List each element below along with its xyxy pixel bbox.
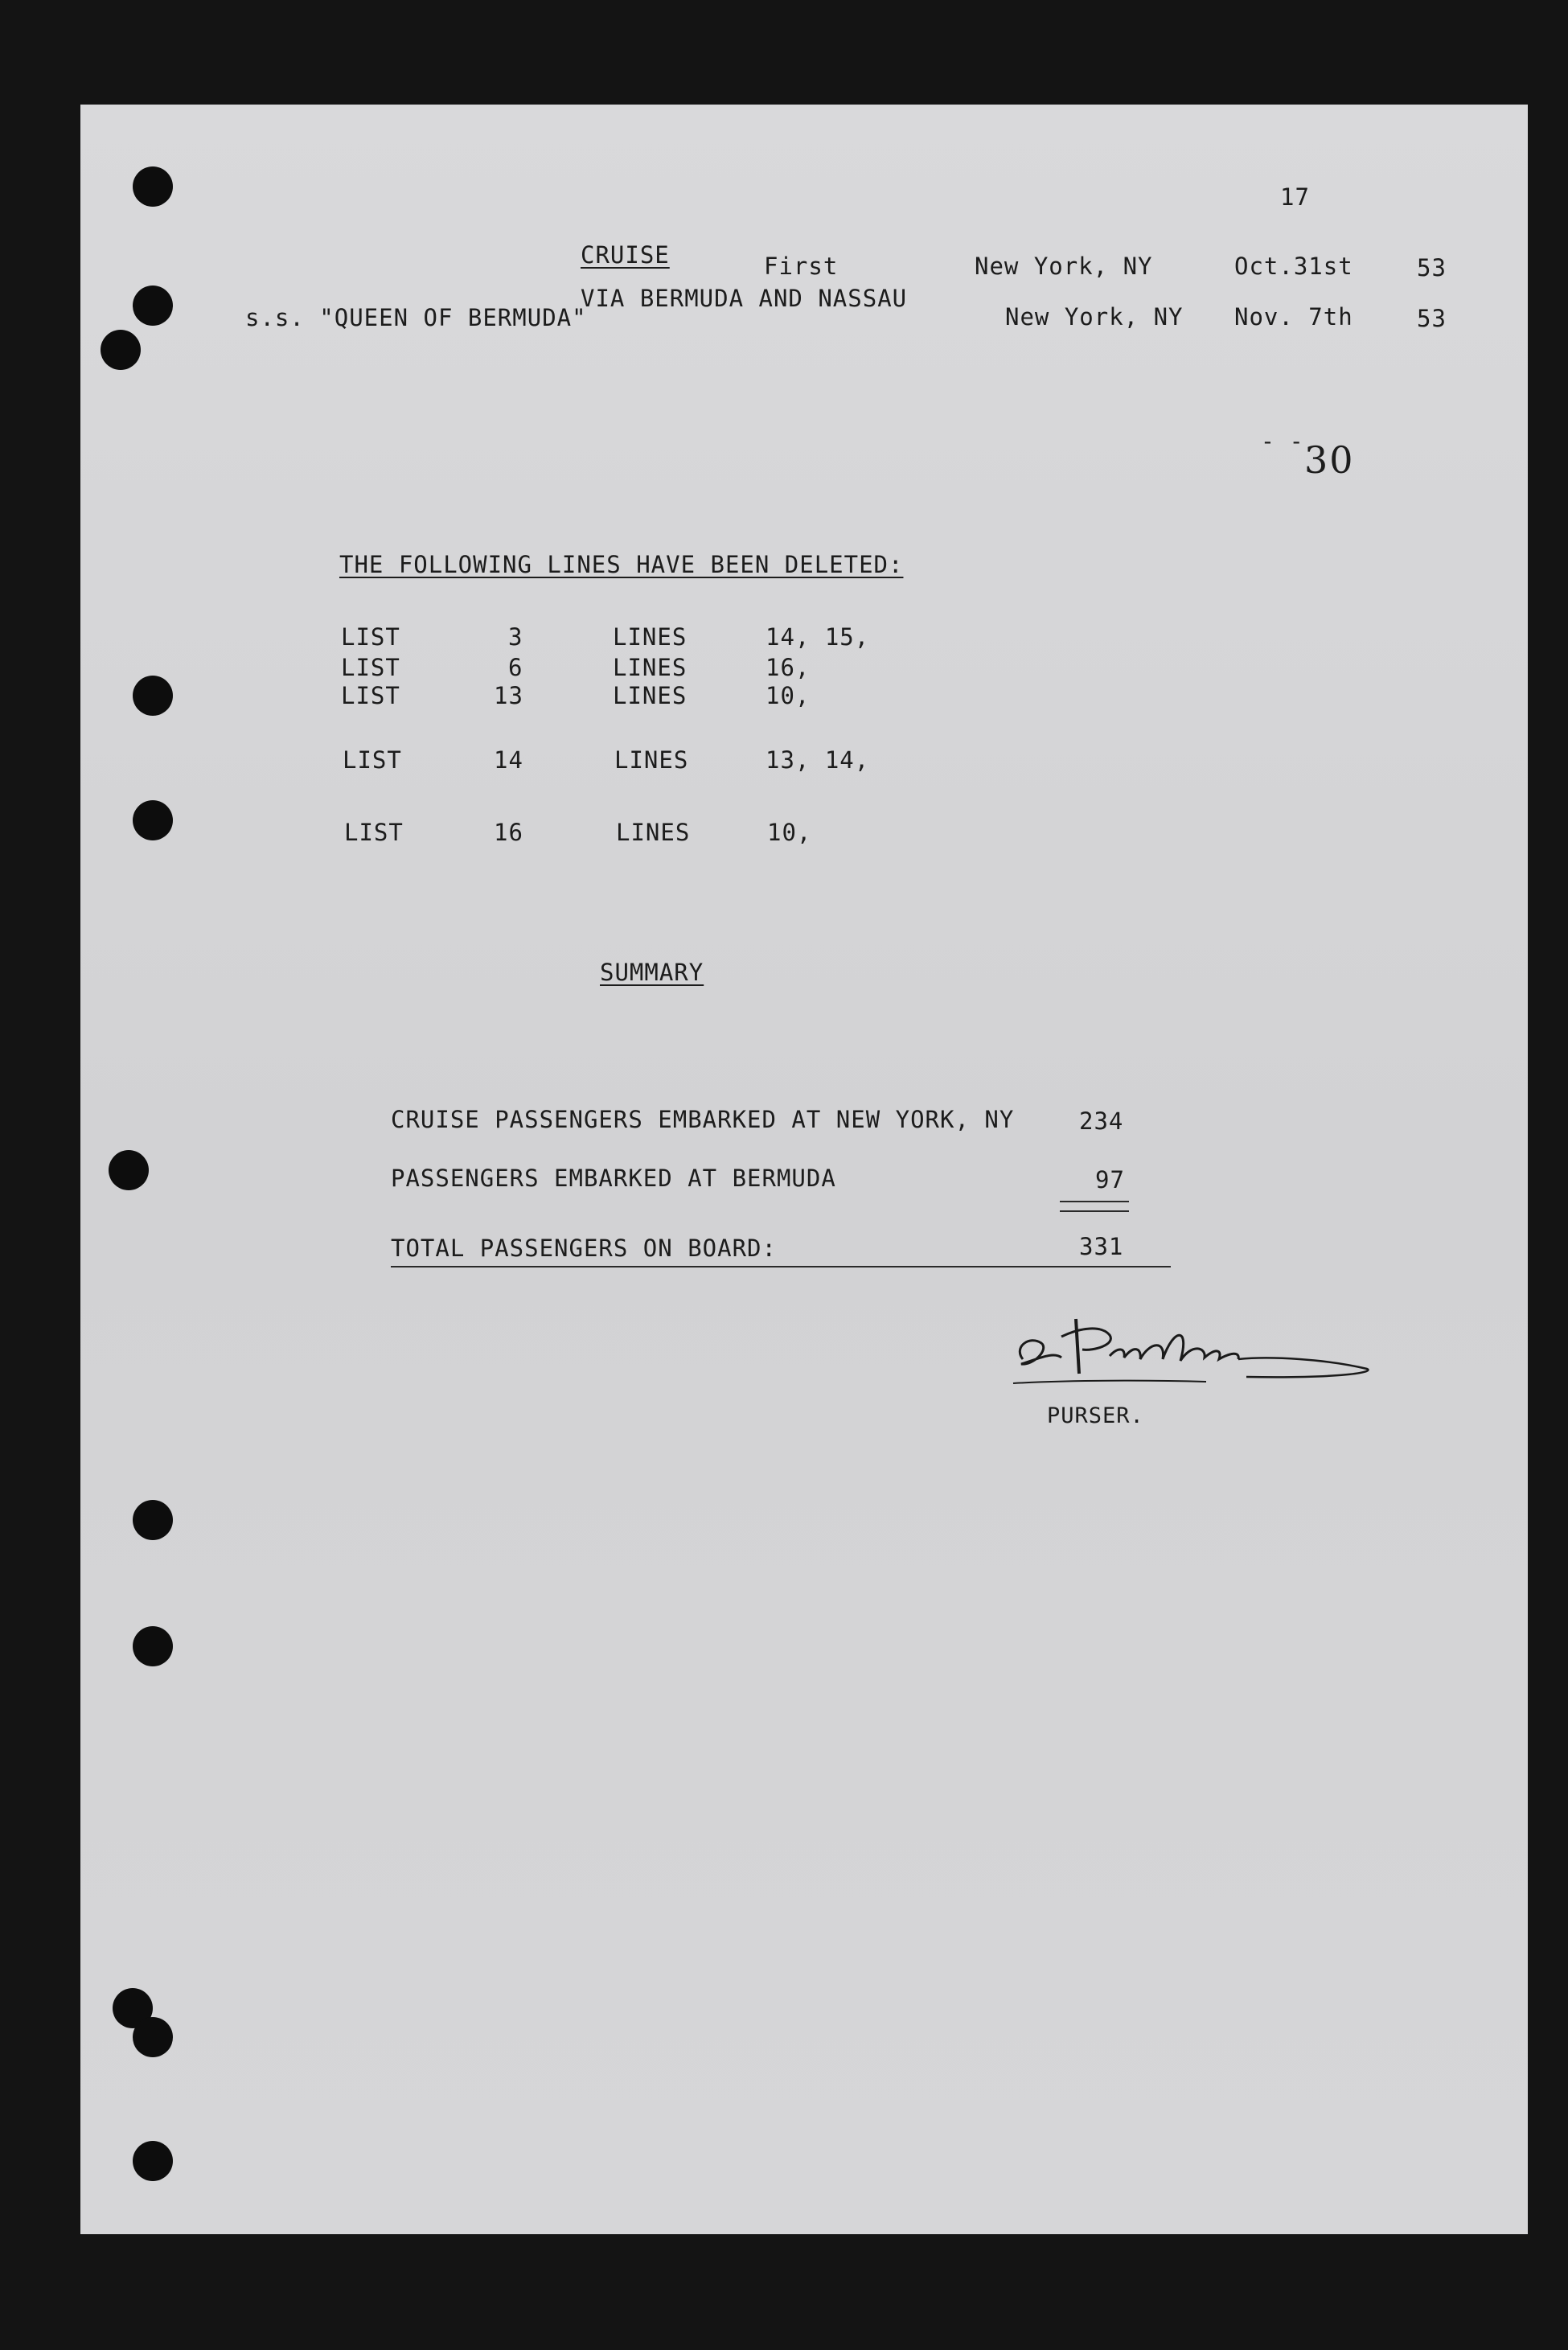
purser-signature <box>1005 1303 1391 1391</box>
list-number: 14 <box>494 746 523 774</box>
list-label: LIST <box>341 623 400 651</box>
total-value: 331 <box>1079 1233 1124 1260</box>
line-numbers: 10, <box>766 682 811 709</box>
punch-hole <box>133 166 173 207</box>
summary-value: 234 <box>1079 1107 1124 1135</box>
page-number: 17 <box>1280 183 1310 211</box>
lines-label: LINES <box>614 746 689 774</box>
list-label: LIST <box>341 682 400 709</box>
punch-hole <box>133 2017 173 2057</box>
punch-hole <box>133 676 173 716</box>
lines-label: LINES <box>613 654 688 681</box>
route-text: VIA BERMUDA AND NASSAU <box>581 285 908 312</box>
list-label: LIST <box>343 746 402 774</box>
sum-rule <box>1060 1201 1129 1202</box>
total-underline <box>391 1266 1171 1267</box>
vessel-name: s.s. "QUEEN OF BERMUDA" <box>245 304 587 331</box>
lines-label: LINES <box>613 623 688 651</box>
list-label: LIST <box>341 654 400 681</box>
punch-hole <box>101 330 141 370</box>
punch-hole <box>133 2141 173 2181</box>
class-label: First <box>764 253 839 280</box>
punch-hole <box>133 286 173 326</box>
departure-port: New York, NY <box>975 253 1153 280</box>
purser-title: PURSER. <box>1047 1403 1144 1428</box>
lines-label: LINES <box>613 682 688 709</box>
line-numbers: 10, <box>767 819 812 846</box>
summary-value: 97 <box>1095 1166 1125 1193</box>
arrival-port: New York, NY <box>1005 303 1184 331</box>
list-number: 6 <box>508 654 523 681</box>
lines-label: LINES <box>616 819 691 846</box>
line-numbers: 14, 15, <box>766 623 870 651</box>
punch-hole <box>133 1626 173 1666</box>
punch-hole <box>109 1150 149 1190</box>
line-numbers: 16, <box>766 654 811 681</box>
sum-rule <box>1060 1210 1129 1212</box>
list-number: 16 <box>494 819 523 846</box>
summary-heading: SUMMARY <box>600 959 704 986</box>
arrival-date: Nov. 7th <box>1234 303 1353 331</box>
summary-label: CRUISE PASSENGERS EMBARKED AT NEW YORK, NY <box>391 1106 1015 1133</box>
arrival-year: 53 <box>1417 305 1447 332</box>
departure-date: Oct.31st <box>1234 253 1353 280</box>
punch-hole <box>133 800 173 840</box>
line-numbers: 13, 14, <box>766 746 870 774</box>
cruise-label: CRUISE <box>581 241 670 269</box>
punch-hole <box>133 1500 173 1540</box>
deleted-lines-heading: THE FOLLOWING LINES HAVE BEEN DELETED: <box>339 551 904 578</box>
summary-label: PASSENGERS EMBARKED AT BERMUDA <box>391 1165 836 1192</box>
departure-year: 53 <box>1417 254 1447 281</box>
stamp-number: 30 <box>1304 438 1355 482</box>
stamp-marks: - - <box>1261 428 1304 454</box>
list-label: LIST <box>344 819 404 846</box>
total-label: TOTAL PASSENGERS ON BOARD: <box>391 1235 777 1262</box>
list-number: 13 <box>494 682 523 709</box>
list-number: 3 <box>508 623 523 651</box>
